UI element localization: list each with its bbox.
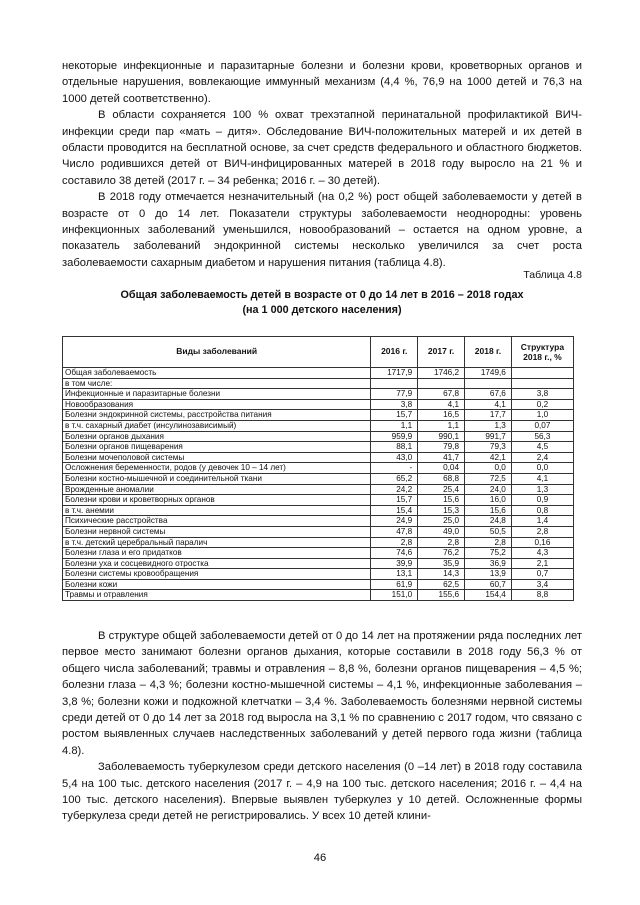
table-row (63, 569, 574, 580)
value-cell: 2,8 (418, 537, 465, 548)
disease-name-cell: Общая заболеваемость (63, 368, 371, 379)
table-title-line: Общая заболеваемость детей в возрасте от 0 до 14 лет в 2016 – 2018 годах (120, 289, 524, 301)
value-cell (371, 378, 418, 389)
value-cell: 1749,6 (465, 368, 512, 379)
disease-name-cell: Врожденные аномалии (63, 484, 371, 495)
table-row (63, 368, 574, 379)
disease-name-cell: в т.ч. анемии (63, 505, 371, 516)
paragraph: В области сохраняется 100 % охват трехэтапной перинатальной профилактикой ВИЧ-инфекции среди пар «мать – дитя». Обследование ВИЧ-положительных матерей и их детей в области проводится на бесплатной основе, за счет средств федерального и областного бюджетов. Число родившихся детей от ВИЧ-инфицированных матерей в 2018 году выросло на 21 % и составило 38 детей (2017 г. – 34 ребенка; 2016 г. – 30 детей). (62, 109, 582, 187)
value-cell: 151,0 (371, 590, 418, 601)
value-cell: 62,5 (418, 579, 465, 590)
disease-name-cell: Болезни уха и сосцевидного отростка (63, 558, 371, 569)
disease-name-cell: в том числе: (63, 378, 371, 389)
table-row (63, 484, 574, 495)
value-cell: 2,8 (371, 537, 418, 548)
page-number: 46 (313, 852, 327, 864)
table-title (62, 288, 582, 318)
table-row (63, 452, 574, 463)
value-cell: 1,4 (511, 516, 573, 527)
value-cell: 15,7 (371, 495, 418, 506)
table-row (63, 410, 574, 421)
value-cell: 56,3 (511, 431, 573, 442)
value-cell: 47,8 (371, 526, 418, 537)
value-cell (511, 378, 573, 389)
morbidity-table (62, 336, 574, 601)
disease-name-cell: Психические расстройства (63, 516, 371, 527)
value-cell: 1,1 (418, 420, 465, 431)
table-body (63, 368, 574, 601)
value-cell: 24,0 (465, 484, 512, 495)
value-cell: 76,2 (418, 548, 465, 559)
value-cell: 67,8 (418, 389, 465, 400)
table-row (63, 473, 574, 484)
table-row (63, 516, 574, 527)
value-cell (511, 368, 573, 379)
disease-name-cell: в т.ч. детский церебральный паралич (63, 537, 371, 548)
table-row (63, 495, 574, 506)
table-row (63, 505, 574, 516)
value-cell: 74,6 (371, 548, 418, 559)
table-row (63, 389, 574, 400)
table-row (63, 537, 574, 548)
table-row (63, 463, 574, 474)
value-cell: 1717,9 (371, 368, 418, 379)
value-cell: 77,9 (371, 389, 418, 400)
value-cell (418, 378, 465, 389)
value-cell: - (371, 463, 418, 474)
table-row (63, 548, 574, 559)
value-cell: 0,0 (511, 463, 573, 474)
value-cell: 61,9 (371, 579, 418, 590)
paragraph: В 2018 году отмечается незначительный (на 0,2 %) рост общей заболеваемости у детей в возрасте от 0 до 14 лет. Показатели структуры заболеваемости неоднородны: уровень инфекционных заболеваний уменьшился, новообразований – остается на одном уровне, а показатель заболеваний эндокринной системы несколько увеличился за счет роста заболеваемости сахарным диабетом и нарушения питания (таблица 4.8). (62, 191, 582, 269)
value-cell: 2,1 (511, 558, 573, 569)
paragraph: В структуре общей заболеваемости детей от 0 до 14 лет на протяжении ряда последних лет первое место занимают болезни органов дыхания, которые составили в 2018 году 56,3 % от общего числа заболеваний; травмы и отравления – 8,8 %, болезни органов пищеварения – 4,5 %; болезни глаза – 4,3 %; болезни костно-мышечной системы – 4,1 %, инфекционные заболевания – 3,8 %; болезни кожи и подкожной клетчатки – 3,4 %. Заболеваемость болезнями нервной системы среди детей от 0 до 14 лет за 2018 год выросла на 3,1 % по сравнению с 2017 годом, что связано с ростом выявленных случаев наследственных заболеваний у детей первого года жизни (таблица 4.8). (62, 630, 582, 757)
value-cell: 39,9 (371, 558, 418, 569)
table-row (63, 399, 574, 410)
value-cell: 4,1 (511, 473, 573, 484)
table-header-row (63, 337, 574, 368)
value-cell: 13,9 (465, 569, 512, 580)
value-cell: 15,4 (371, 505, 418, 516)
value-cell: 42,1 (465, 452, 512, 463)
value-cell: 15,3 (418, 505, 465, 516)
value-cell: 15,6 (465, 505, 512, 516)
value-cell: 68,8 (418, 473, 465, 484)
value-cell: 49,0 (418, 526, 465, 537)
table-row (63, 526, 574, 537)
value-cell: 154,4 (465, 590, 512, 601)
value-cell: 13,1 (371, 569, 418, 580)
value-cell: 60,7 (465, 579, 512, 590)
disease-name-cell: Болезни мочеполовой системы (63, 452, 371, 463)
header-cell: 2018 г. (465, 337, 512, 368)
value-cell: 24,2 (371, 484, 418, 495)
table-row (63, 431, 574, 442)
paragraph: некоторые инфекционные и паразитарные болезни и болезни крови, кроветворных органов и отдельные нарушения, вовлекающие иммунный механизм (4,4 %, 76,9 на 1000 детей и 76,3 на 1000 детей соответственно). (62, 60, 582, 105)
value-cell: 72,5 (465, 473, 512, 484)
value-cell: 1746,2 (418, 368, 465, 379)
value-cell: 16,0 (465, 495, 512, 506)
value-cell: 50,5 (465, 526, 512, 537)
header-cell: Виды заболеваний (63, 337, 371, 368)
value-cell: 75,2 (465, 548, 512, 559)
header-cell: Структура 2018 г., % (511, 337, 573, 368)
value-cell: 1,1 (371, 420, 418, 431)
value-cell: 4,1 (418, 399, 465, 410)
value-cell: 2,8 (511, 526, 573, 537)
table-row (63, 558, 574, 569)
value-cell: 3,8 (371, 399, 418, 410)
disease-name-cell: Болезни костно-мышечной и соединительной ткани (63, 473, 371, 484)
value-cell: 14,3 (418, 569, 465, 580)
value-cell: 41,7 (418, 452, 465, 463)
value-cell: 0,07 (511, 420, 573, 431)
disease-name-cell: в т.ч. сахарный диабет (инсулинозависимый) (63, 420, 371, 431)
value-cell: 0,16 (511, 537, 573, 548)
value-cell: 4,1 (465, 399, 512, 410)
value-cell: 17,7 (465, 410, 512, 421)
text-block-top (62, 58, 582, 271)
disease-name-cell: Травмы и отравления (63, 590, 371, 601)
table-title-line: (на 1 000 детского населения) (242, 304, 402, 316)
value-cell: 4,3 (511, 548, 573, 559)
value-cell: 991,7 (465, 431, 512, 442)
value-cell: 0,7 (511, 569, 573, 580)
value-cell: 79,8 (418, 442, 465, 453)
value-cell: 25,4 (418, 484, 465, 495)
value-cell: 2,4 (511, 452, 573, 463)
value-cell: 15,7 (371, 410, 418, 421)
value-cell: 15,6 (418, 495, 465, 506)
value-cell: 43,0 (371, 452, 418, 463)
value-cell: 36,9 (465, 558, 512, 569)
table-row (63, 442, 574, 453)
disease-name-cell: Осложнения беременности, родов (у девочек 10 – 14 лет) (63, 463, 371, 474)
disease-name-cell: Болезни крови и кроветворных органов (63, 495, 371, 506)
table-caption: Таблица 4.8 (523, 269, 582, 281)
value-cell: 0,8 (511, 505, 573, 516)
text-block-bottom (62, 628, 582, 825)
header-cell: 2016 г. (371, 337, 418, 368)
value-cell: 959,9 (371, 431, 418, 442)
value-cell: 0,04 (418, 463, 465, 474)
disease-name-cell: Болезни системы кровообращения (63, 569, 371, 580)
table-row (63, 590, 574, 601)
value-cell: 2,8 (465, 537, 512, 548)
table-row (63, 420, 574, 431)
value-cell: 0,2 (511, 399, 573, 410)
disease-name-cell: Болезни кожи (63, 579, 371, 590)
value-cell: 0,0 (465, 463, 512, 474)
value-cell: 25,0 (418, 516, 465, 527)
value-cell: 990,1 (418, 431, 465, 442)
value-cell: 3,8 (511, 389, 573, 400)
value-cell: 1,3 (465, 420, 512, 431)
value-cell: 35,9 (418, 558, 465, 569)
value-cell: 67,6 (465, 389, 512, 400)
disease-name-cell: Болезни органов дыхания (63, 431, 371, 442)
value-cell: 4,5 (511, 442, 573, 453)
value-cell: 79,3 (465, 442, 512, 453)
value-cell: 88,1 (371, 442, 418, 453)
value-cell: 16,5 (418, 410, 465, 421)
value-cell: 8,8 (511, 590, 573, 601)
value-cell (465, 378, 512, 389)
table-row (63, 579, 574, 590)
header-cell: 2017 г. (418, 337, 465, 368)
disease-name-cell: Болезни органов пищеварения (63, 442, 371, 453)
table-row (63, 378, 574, 389)
disease-name-cell: Новообразования (63, 399, 371, 410)
disease-name-cell: Болезни эндокринной системы, расстройства питания (63, 410, 371, 421)
value-cell: 24,8 (465, 516, 512, 527)
value-cell: 0,9 (511, 495, 573, 506)
value-cell: 3,4 (511, 579, 573, 590)
disease-name-cell: Болезни глаза и его придатков (63, 548, 371, 559)
value-cell: 155,6 (418, 590, 465, 601)
paragraph: Заболеваемость туберкулезом среди детского населения (0 –14 лет) в 2018 году составила 5,4 на 100 тыс. детского населения (2017 г. – 4,9 на 100 тыс. детского населения; 2016 г. – 4,4 на 100 тыс. детского населения). Впервые выявлен туберкулез у 10 детей. Осложненные формы туберкулеза среди детей не регистрировались. У всех 10 детей клини- (62, 761, 582, 823)
disease-name-cell: Инфекционные и паразитарные болезни (63, 389, 371, 400)
value-cell: 65,2 (371, 473, 418, 484)
value-cell: 1,0 (511, 410, 573, 421)
value-cell: 1,3 (511, 484, 573, 495)
disease-name-cell: Болезни нервной системы (63, 526, 371, 537)
value-cell: 24,9 (371, 516, 418, 527)
